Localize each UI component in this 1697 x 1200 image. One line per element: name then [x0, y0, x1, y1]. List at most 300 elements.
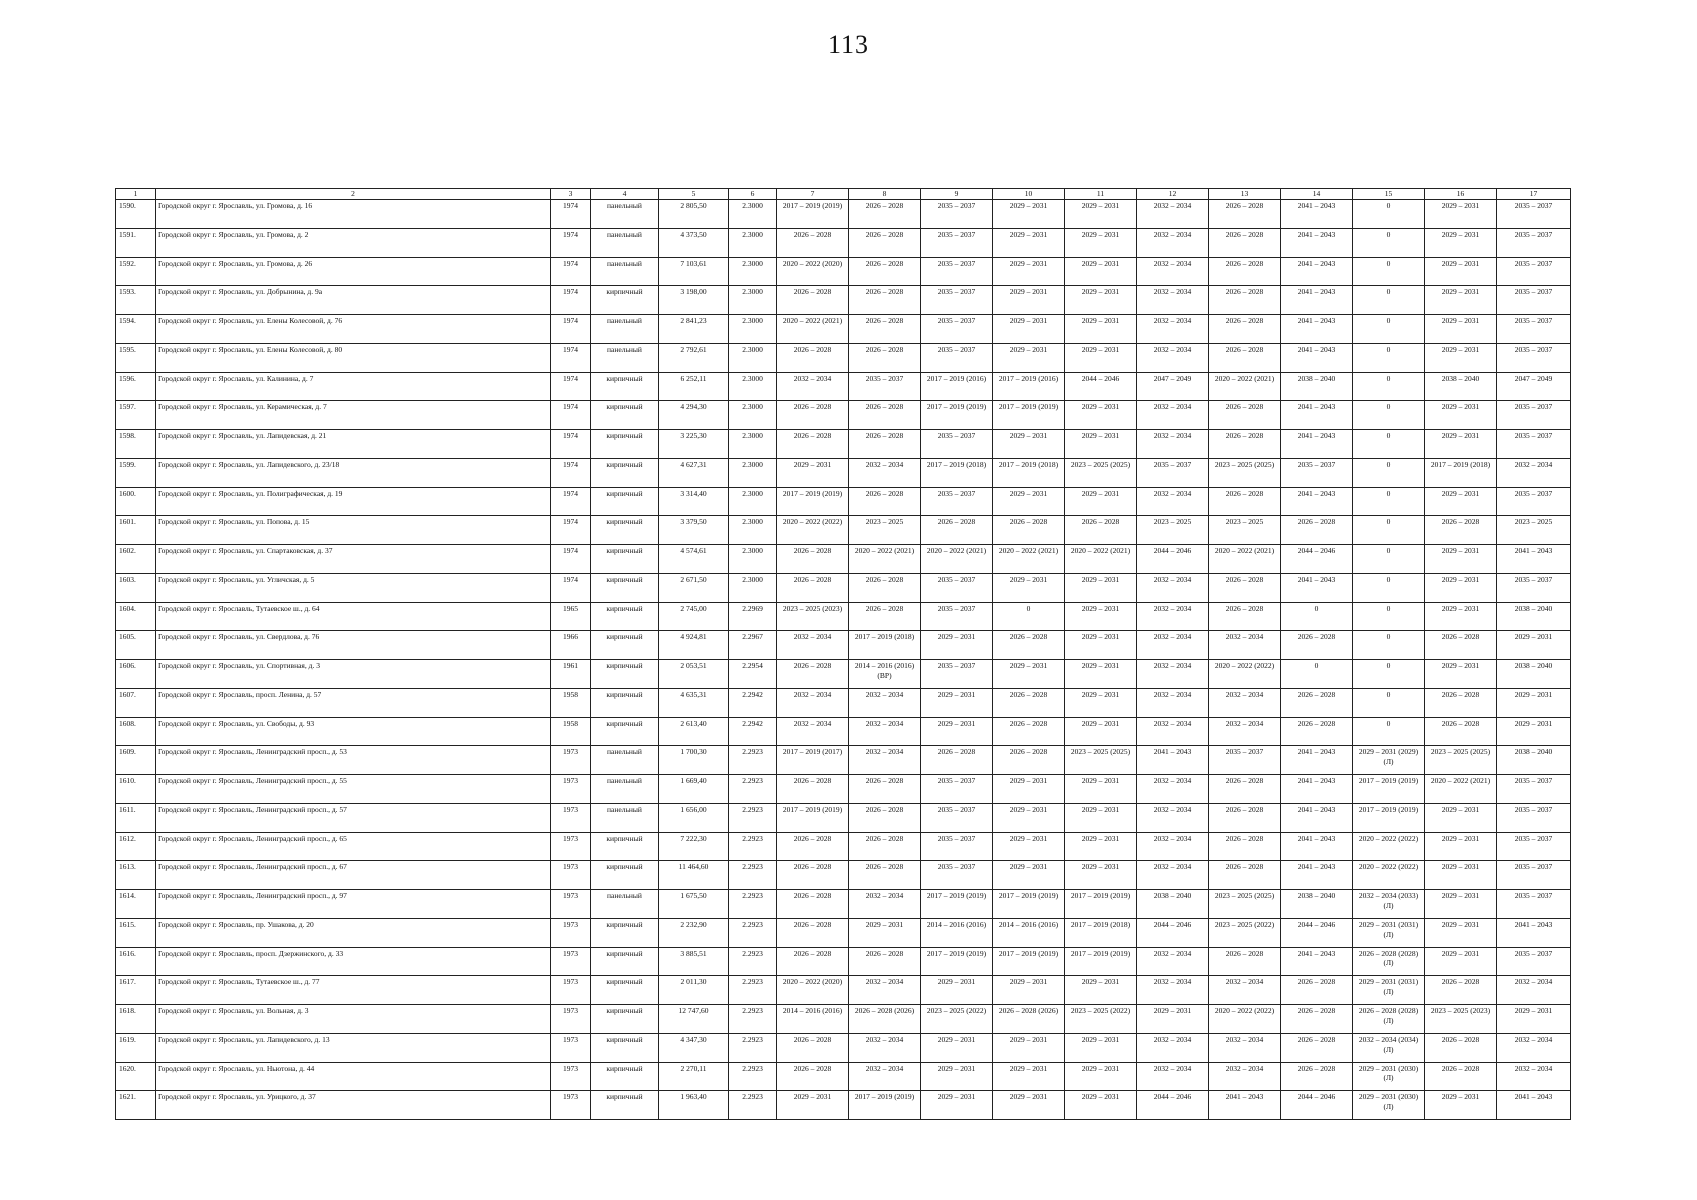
table-cell-col-6: 2.2967	[729, 631, 777, 660]
table-cell-col-3: 1973	[551, 1005, 591, 1034]
table-cell-col-4: кирпичный	[591, 286, 659, 315]
table-cell-col-13: 2023 – 2025 (2022)	[1209, 918, 1281, 947]
table-cell-col-11: 2029 – 2031	[1065, 602, 1137, 631]
table-cell-col-16: 2029 – 2031	[1425, 315, 1497, 344]
table-cell-col-16: 2029 – 2031	[1425, 430, 1497, 459]
table-cell-col-4: кирпичный	[591, 861, 659, 890]
table-row	[116, 890, 1571, 919]
column-number-8: 8	[849, 189, 921, 200]
row-number: 1620.	[116, 1062, 156, 1091]
table-cell-col-13: 2023 – 2025	[1209, 516, 1281, 545]
table-cell-col-12: 2032 – 2034	[1137, 573, 1209, 602]
table-cell-col-9: 2017 – 2019 (2016)	[921, 372, 993, 401]
table-row	[116, 1033, 1571, 1062]
table-cell-col-9: 2035 – 2037	[921, 573, 993, 602]
table-cell-col-8: 2026 – 2028	[849, 947, 921, 976]
table-cell-col-14: 0	[1281, 660, 1353, 689]
table-cell-col-7: 2017 – 2019 (2019)	[777, 487, 849, 516]
table-cell-col-7: 2029 – 2031	[777, 1091, 849, 1120]
row-number: 1595.	[116, 343, 156, 372]
table-cell-col-8: 2026 – 2028	[849, 861, 921, 890]
table-row	[116, 286, 1571, 315]
table-cell-col-6: 2.3000	[729, 200, 777, 229]
table-cell-col-9: 2035 – 2037	[921, 228, 993, 257]
table-cell-col-3: 1974	[551, 286, 591, 315]
table-cell-col-13: 2026 – 2028	[1209, 228, 1281, 257]
row-number: 1608.	[116, 717, 156, 746]
table-cell-col-13: 2023 – 2025 (2025)	[1209, 458, 1281, 487]
table-cell-col-3: 1974	[551, 430, 591, 459]
address-cell: Городской округ г. Ярославль, ул. Спортивная, д. 3	[156, 660, 551, 689]
table-cell-col-11: 2023 – 2025 (2025)	[1065, 746, 1137, 775]
table-row	[116, 573, 1571, 602]
table-cell-col-9: 2029 – 2031	[921, 717, 993, 746]
table-cell-col-8: 2032 – 2034	[849, 1033, 921, 1062]
table-cell-col-9: 2035 – 2037	[921, 487, 993, 516]
table-cell-col-12: 2032 – 2034	[1137, 430, 1209, 459]
table-cell-col-7: 2026 – 2028	[777, 573, 849, 602]
table-cell-col-4: кирпичный	[591, 717, 659, 746]
address-cell: Городской округ г. Ярославль, ул. Громова, д. 2	[156, 228, 551, 257]
table-cell-col-12: 2032 – 2034	[1137, 1062, 1209, 1091]
column-number-row	[116, 189, 1571, 200]
table-cell-col-7: 2026 – 2028	[777, 660, 849, 689]
table-cell-col-7: 2014 – 2016 (2016)	[777, 1005, 849, 1034]
table-cell-col-8: 2026 – 2028	[849, 228, 921, 257]
table-cell-col-12: 2032 – 2034	[1137, 602, 1209, 631]
table-cell-col-8: 2017 – 2019 (2019)	[849, 1091, 921, 1120]
table-cell-col-15: 2017 – 2019 (2019)	[1353, 775, 1425, 804]
table-cell-col-15: 0	[1353, 257, 1425, 286]
table-cell-col-5: 4 294,30	[659, 401, 729, 430]
table-cell-col-13: 2026 – 2028	[1209, 602, 1281, 631]
table-cell-col-13: 2032 – 2034	[1209, 976, 1281, 1005]
table-cell-col-14: 2041 – 2043	[1281, 228, 1353, 257]
table-cell-col-12: 2032 – 2034	[1137, 200, 1209, 229]
table-cell-col-11: 2026 – 2028	[1065, 516, 1137, 545]
table-cell-col-10: 2029 – 2031	[993, 803, 1065, 832]
table-cell-col-4: кирпичный	[591, 1062, 659, 1091]
table-cell-col-13: 2026 – 2028	[1209, 487, 1281, 516]
table-cell-col-16: 2026 – 2028	[1425, 516, 1497, 545]
table-cell-col-8: 2032 – 2034	[849, 976, 921, 1005]
row-number: 1594.	[116, 315, 156, 344]
table-cell-col-17: 2035 – 2037	[1497, 200, 1571, 229]
table-cell-col-6: 2.2942	[729, 688, 777, 717]
table-cell-col-10: 2029 – 2031	[993, 228, 1065, 257]
table-cell-col-11: 2017 – 2019 (2019)	[1065, 890, 1137, 919]
table-cell-col-8: 2026 – 2028	[849, 487, 921, 516]
table-cell-col-12: 2032 – 2034	[1137, 803, 1209, 832]
table-cell-col-12: 2032 – 2034	[1137, 228, 1209, 257]
address-cell: Городской округ г. Ярославль, Ленинградский просп., д. 57	[156, 803, 551, 832]
row-number: 1601.	[116, 516, 156, 545]
table-cell-col-11: 2029 – 2031	[1065, 228, 1137, 257]
table-cell-col-6: 2.3000	[729, 487, 777, 516]
table-cell-col-12: 2044 – 2046	[1137, 545, 1209, 574]
table-cell-col-13: 2032 – 2034	[1209, 1062, 1281, 1091]
table-cell-col-11: 2023 – 2025 (2022)	[1065, 1005, 1137, 1034]
table-cell-col-9: 2035 – 2037	[921, 660, 993, 689]
table-cell-col-5: 2 613,40	[659, 717, 729, 746]
table-cell-col-3: 1966	[551, 631, 591, 660]
table-cell-col-13: 2026 – 2028	[1209, 803, 1281, 832]
row-number: 1613.	[116, 861, 156, 890]
table-cell-col-5: 3 885,51	[659, 947, 729, 976]
table-cell-col-14: 2041 – 2043	[1281, 343, 1353, 372]
table-cell-col-14: 2041 – 2043	[1281, 430, 1353, 459]
table-cell-col-14: 2041 – 2043	[1281, 775, 1353, 804]
table-cell-col-8: 2032 – 2034	[849, 458, 921, 487]
table-cell-col-3: 1958	[551, 717, 591, 746]
table-cell-col-6: 2.2923	[729, 947, 777, 976]
table-cell-col-11: 2029 – 2031	[1065, 688, 1137, 717]
column-number-3: 3	[551, 189, 591, 200]
table-cell-col-15: 2032 – 2034 (2033) (Л)	[1353, 890, 1425, 919]
table-cell-col-15: 0	[1353, 372, 1425, 401]
column-number-1: 1	[116, 189, 156, 200]
table-cell-col-9: 2035 – 2037	[921, 602, 993, 631]
table-cell-col-17: 2041 – 2043	[1497, 1091, 1571, 1120]
address-cell: Городской округ г. Ярославль, ул. Угличская, д. 5	[156, 573, 551, 602]
table-cell-col-15: 0	[1353, 631, 1425, 660]
table-cell-col-15: 0	[1353, 401, 1425, 430]
row-number: 1614.	[116, 890, 156, 919]
table-cell-col-8: 2026 – 2028	[849, 775, 921, 804]
table-cell-col-10: 2026 – 2028	[993, 688, 1065, 717]
table-cell-col-8: 2032 – 2034	[849, 890, 921, 919]
table-row	[116, 803, 1571, 832]
table-cell-col-12: 2035 – 2037	[1137, 458, 1209, 487]
column-number-13: 13	[1209, 189, 1281, 200]
table-row	[116, 200, 1571, 229]
column-number-9: 9	[921, 189, 993, 200]
table-cell-col-15: 0	[1353, 458, 1425, 487]
table-cell-col-10: 2017 – 2019 (2019)	[993, 401, 1065, 430]
table-cell-col-15: 2029 – 2031 (2031) (Л)	[1353, 976, 1425, 1005]
table-cell-col-7: 2026 – 2028	[777, 343, 849, 372]
table-cell-col-4: панельный	[591, 803, 659, 832]
table-cell-col-17: 2029 – 2031	[1497, 631, 1571, 660]
table-cell-col-15: 0	[1353, 343, 1425, 372]
table-cell-col-3: 1973	[551, 918, 591, 947]
table-cell-col-10: 2029 – 2031	[993, 286, 1065, 315]
table-cell-col-3: 1974	[551, 458, 591, 487]
table-cell-col-7: 2032 – 2034	[777, 717, 849, 746]
table-cell-col-12: 2032 – 2034	[1137, 631, 1209, 660]
table-row	[116, 1062, 1571, 1091]
table-cell-col-8: 2026 – 2028	[849, 343, 921, 372]
table-cell-col-5: 1 656,00	[659, 803, 729, 832]
table-cell-col-16: 2026 – 2028	[1425, 631, 1497, 660]
table-cell-col-17: 2035 – 2037	[1497, 257, 1571, 286]
table-cell-col-17: 2029 – 2031	[1497, 717, 1571, 746]
table-cell-col-16: 2026 – 2028	[1425, 1062, 1497, 1091]
table-cell-col-9: 2035 – 2037	[921, 257, 993, 286]
table-cell-col-14: 2026 – 2028	[1281, 516, 1353, 545]
table-cell-col-17: 2038 – 2040	[1497, 660, 1571, 689]
table-cell-col-3: 1974	[551, 573, 591, 602]
table-cell-col-9: 2017 – 2019 (2018)	[921, 458, 993, 487]
address-cell: Городской округ г. Ярославль, Ленинградский просп., д. 97	[156, 890, 551, 919]
table-cell-col-3: 1974	[551, 228, 591, 257]
table-cell-col-10: 2029 – 2031	[993, 861, 1065, 890]
table-cell-col-17: 2035 – 2037	[1497, 573, 1571, 602]
table-cell-col-3: 1965	[551, 602, 591, 631]
table-cell-col-15: 0	[1353, 487, 1425, 516]
table-cell-col-15: 0	[1353, 286, 1425, 315]
table-cell-col-11: 2029 – 2031	[1065, 401, 1137, 430]
table-cell-col-17: 2032 – 2034	[1497, 1033, 1571, 1062]
table-cell-col-8: 2032 – 2034	[849, 1062, 921, 1091]
table-cell-col-4: панельный	[591, 890, 659, 919]
table-row	[116, 688, 1571, 717]
address-cell: Городской округ г. Ярославль, ул. Елены Колесовой, д. 76	[156, 315, 551, 344]
table-cell-col-5: 3 314,40	[659, 487, 729, 516]
row-number: 1621.	[116, 1091, 156, 1120]
table-cell-col-7: 2026 – 2028	[777, 890, 849, 919]
table-cell-col-5: 2 053,51	[659, 660, 729, 689]
address-cell: Городской округ г. Ярославль, ул. Вольная, д. 3	[156, 1005, 551, 1034]
table-cell-col-13: 2026 – 2028	[1209, 286, 1281, 315]
table-cell-col-8: 2026 – 2028	[849, 200, 921, 229]
table-cell-col-5: 1 963,40	[659, 1091, 729, 1120]
table-cell-col-17: 2041 – 2043	[1497, 545, 1571, 574]
address-cell: Городской округ г. Ярославль, ул. Свободы, д. 93	[156, 717, 551, 746]
table-cell-col-10: 2029 – 2031	[993, 343, 1065, 372]
row-number: 1618.	[116, 1005, 156, 1034]
table-cell-col-10: 2026 – 2028 (2026)	[993, 1005, 1065, 1034]
table-cell-col-15: 2029 – 2031 (2030) (Л)	[1353, 1091, 1425, 1120]
table-cell-col-14: 2041 – 2043	[1281, 315, 1353, 344]
table-cell-col-6: 2.3000	[729, 228, 777, 257]
table-cell-col-7: 2026 – 2028	[777, 775, 849, 804]
table-cell-col-15: 0	[1353, 688, 1425, 717]
table-cell-col-11: 2023 – 2025 (2025)	[1065, 458, 1137, 487]
table-cell-col-13: 2026 – 2028	[1209, 775, 1281, 804]
table-cell-col-12: 2032 – 2034	[1137, 717, 1209, 746]
table-cell-col-5: 4 627,31	[659, 458, 729, 487]
table-cell-col-12: 2032 – 2034	[1137, 315, 1209, 344]
table-cell-col-3: 1974	[551, 401, 591, 430]
table-cell-col-6: 2.2923	[729, 918, 777, 947]
table-cell-col-14: 2026 – 2028	[1281, 631, 1353, 660]
table-cell-col-16: 2038 – 2040	[1425, 372, 1497, 401]
table-cell-col-6: 2.2923	[729, 775, 777, 804]
table-cell-col-15: 2026 – 2028 (2028) (Л)	[1353, 1005, 1425, 1034]
column-number-7: 7	[777, 189, 849, 200]
address-cell: Городской округ г. Ярославль, Тутаевское ш., д. 64	[156, 602, 551, 631]
table-cell-col-6: 2.3000	[729, 545, 777, 574]
address-cell: Городской округ г. Ярославль, просп. Ленина, д. 57	[156, 688, 551, 717]
table-cell-col-3: 1973	[551, 976, 591, 1005]
table-cell-col-9: 2017 – 2019 (2019)	[921, 947, 993, 976]
table-cell-col-6: 2.3000	[729, 343, 777, 372]
table-row	[116, 372, 1571, 401]
table-cell-col-11: 2029 – 2031	[1065, 861, 1137, 890]
table-cell-col-5: 3 379,50	[659, 516, 729, 545]
table-cell-col-10: 2020 – 2022 (2021)	[993, 545, 1065, 574]
table-row	[116, 918, 1571, 947]
table-cell-col-5: 4 924,81	[659, 631, 729, 660]
table-cell-col-12: 2041 – 2043	[1137, 746, 1209, 775]
table-cell-col-5: 4 347,30	[659, 1033, 729, 1062]
row-number: 1602.	[116, 545, 156, 574]
table-cell-col-5: 7 103,61	[659, 257, 729, 286]
table-cell-col-5: 2 671,50	[659, 573, 729, 602]
table-cell-col-4: кирпичный	[591, 976, 659, 1005]
address-cell: Городской округ г. Ярославль, ул. Спартаковская, д. 37	[156, 545, 551, 574]
table-cell-col-17: 2038 – 2040	[1497, 746, 1571, 775]
table-cell-col-16: 2029 – 2031	[1425, 257, 1497, 286]
table-row	[116, 717, 1571, 746]
table-cell-col-4: кирпичный	[591, 573, 659, 602]
table-cell-col-9: 2026 – 2028	[921, 516, 993, 545]
table-cell-col-16: 2026 – 2028	[1425, 976, 1497, 1005]
page-number: 113	[827, 30, 870, 59]
table-cell-col-7: 2017 – 2019 (2017)	[777, 746, 849, 775]
table-cell-col-6: 2.2923	[729, 890, 777, 919]
table-cell-col-10: 2029 – 2031	[993, 832, 1065, 861]
table-row	[116, 228, 1571, 257]
address-cell: Городской округ г. Ярославль, ул. Полиграфическая, д. 19	[156, 487, 551, 516]
table-cell-col-14: 2041 – 2043	[1281, 947, 1353, 976]
table-row	[116, 458, 1571, 487]
table-cell-col-17: 2029 – 2031	[1497, 688, 1571, 717]
table-cell-col-16: 2029 – 2031	[1425, 832, 1497, 861]
table-cell-col-14: 2041 – 2043	[1281, 832, 1353, 861]
table-cell-col-12: 2032 – 2034	[1137, 947, 1209, 976]
table-cell-col-14: 2044 – 2046	[1281, 545, 1353, 574]
table-cell-col-8: 2026 – 2028 (2026)	[849, 1005, 921, 1034]
address-cell: Городской округ г. Ярославль, ул. Ньютона, д. 44	[156, 1062, 551, 1091]
table-row	[116, 775, 1571, 804]
table-cell-col-13: 2026 – 2028	[1209, 947, 1281, 976]
table-row	[116, 257, 1571, 286]
table-cell-col-3: 1974	[551, 343, 591, 372]
table-cell-col-10: 2029 – 2031	[993, 660, 1065, 689]
table-cell-col-14: 2041 – 2043	[1281, 487, 1353, 516]
table-cell-col-10: 2029 – 2031	[993, 775, 1065, 804]
table-cell-col-15: 0	[1353, 430, 1425, 459]
row-number: 1599.	[116, 458, 156, 487]
table-cell-col-11: 2029 – 2031	[1065, 286, 1137, 315]
table-cell-col-9: 2017 – 2019 (2019)	[921, 401, 993, 430]
table-cell-col-4: кирпичный	[591, 1091, 659, 1120]
table-cell-col-10: 2017 – 2019 (2019)	[993, 890, 1065, 919]
address-cell: Городской округ г. Ярославль, просп. Дзержинского, д. 33	[156, 947, 551, 976]
table-cell-col-7: 2020 – 2022 (2021)	[777, 315, 849, 344]
table-cell-col-10: 2017 – 2019 (2018)	[993, 458, 1065, 487]
table-cell-col-8: 2026 – 2028	[849, 573, 921, 602]
table-cell-col-16: 2029 – 2031	[1425, 660, 1497, 689]
column-number-11: 11	[1065, 189, 1137, 200]
column-number-17: 17	[1497, 189, 1571, 200]
table-cell-col-16: 2023 – 2025 (2023)	[1425, 1005, 1497, 1034]
row-number: 1605.	[116, 631, 156, 660]
table-cell-col-7: 2020 – 2022 (2020)	[777, 976, 849, 1005]
table-cell-col-6: 2.3000	[729, 372, 777, 401]
table-cell-col-8: 2032 – 2034	[849, 717, 921, 746]
table-cell-col-5: 12 747,60	[659, 1005, 729, 1034]
table-row	[116, 343, 1571, 372]
table-cell-col-17: 2023 – 2025	[1497, 516, 1571, 545]
table-cell-col-17: 2035 – 2037	[1497, 861, 1571, 890]
table-cell-col-13: 2026 – 2028	[1209, 200, 1281, 229]
table-cell-col-16: 2020 – 2022 (2021)	[1425, 775, 1497, 804]
column-number-2: 2	[156, 189, 551, 200]
address-cell: Городской округ г. Ярославль, ул. Лапидевская, д. 21	[156, 430, 551, 459]
table-cell-col-7: 2017 – 2019 (2019)	[777, 803, 849, 832]
table-cell-col-10: 2029 – 2031	[993, 430, 1065, 459]
table-cell-col-11: 2029 – 2031	[1065, 832, 1137, 861]
table-cell-col-10: 2017 – 2019 (2016)	[993, 372, 1065, 401]
table-cell-col-11: 2029 – 2031	[1065, 1062, 1137, 1091]
row-number: 1592.	[116, 257, 156, 286]
row-number: 1597.	[116, 401, 156, 430]
address-cell: Городской округ г. Ярославль, ул. Елены Колесовой, д. 80	[156, 343, 551, 372]
table-cell-col-11: 2029 – 2031	[1065, 315, 1137, 344]
table-cell-col-3: 1973	[551, 1062, 591, 1091]
table-cell-col-13: 2023 – 2025 (2025)	[1209, 890, 1281, 919]
column-number-4: 4	[591, 189, 659, 200]
table-cell-col-5: 2 792,61	[659, 343, 729, 372]
table-cell-col-4: кирпичный	[591, 1033, 659, 1062]
table-cell-col-9: 2035 – 2037	[921, 315, 993, 344]
table-cell-col-11: 2029 – 2031	[1065, 487, 1137, 516]
address-cell: Городской округ г. Ярославль, Ленинградский просп., д. 67	[156, 861, 551, 890]
table-cell-col-12: 2044 – 2046	[1137, 918, 1209, 947]
table-cell-col-10: 2029 – 2031	[993, 487, 1065, 516]
table-cell-col-4: кирпичный	[591, 545, 659, 574]
table-cell-col-13: 2041 – 2043	[1209, 1091, 1281, 1120]
table-cell-col-12: 2038 – 2040	[1137, 890, 1209, 919]
table-cell-col-9: 2029 – 2031	[921, 688, 993, 717]
table-cell-col-14: 2026 – 2028	[1281, 976, 1353, 1005]
table-row	[116, 516, 1571, 545]
row-number: 1611.	[116, 803, 156, 832]
table-cell-col-11: 2029 – 2031	[1065, 976, 1137, 1005]
table-cell-col-13: 2035 – 2037	[1209, 746, 1281, 775]
table-cell-col-9: 2035 – 2037	[921, 775, 993, 804]
table-cell-col-6: 2.2923	[729, 1091, 777, 1120]
table-cell-col-13: 2026 – 2028	[1209, 573, 1281, 602]
table-cell-col-16: 2029 – 2031	[1425, 602, 1497, 631]
table-cell-col-5: 7 222,30	[659, 832, 729, 861]
address-cell: Городской округ г. Ярославль, ул. Калинина, д. 7	[156, 372, 551, 401]
table-cell-col-15: 2029 – 2031 (2029) (Л)	[1353, 746, 1425, 775]
table-cell-col-4: кирпичный	[591, 372, 659, 401]
table-cell-col-6: 2.2942	[729, 717, 777, 746]
table-cell-col-12: 2023 – 2025	[1137, 516, 1209, 545]
table-cell-col-4: панельный	[591, 257, 659, 286]
table-cell-col-3: 1973	[551, 775, 591, 804]
column-number-10: 10	[993, 189, 1065, 200]
table-cell-col-17: 2035 – 2037	[1497, 890, 1571, 919]
table-row	[116, 947, 1571, 976]
table-cell-col-12: 2032 – 2034	[1137, 775, 1209, 804]
table-row	[116, 545, 1571, 574]
table-cell-col-11: 2017 – 2019 (2019)	[1065, 947, 1137, 976]
table-cell-col-15: 0	[1353, 602, 1425, 631]
table-cell-col-7: 2026 – 2028	[777, 545, 849, 574]
table-cell-col-6: 2.3000	[729, 286, 777, 315]
table-cell-col-8: 2026 – 2028	[849, 803, 921, 832]
table-cell-col-11: 2029 – 2031	[1065, 200, 1137, 229]
address-cell: Городской округ г. Ярославль, Ленинградский просп., д. 65	[156, 832, 551, 861]
table-cell-col-17: 2032 – 2034	[1497, 1062, 1571, 1091]
table-cell-col-13: 2032 – 2034	[1209, 717, 1281, 746]
